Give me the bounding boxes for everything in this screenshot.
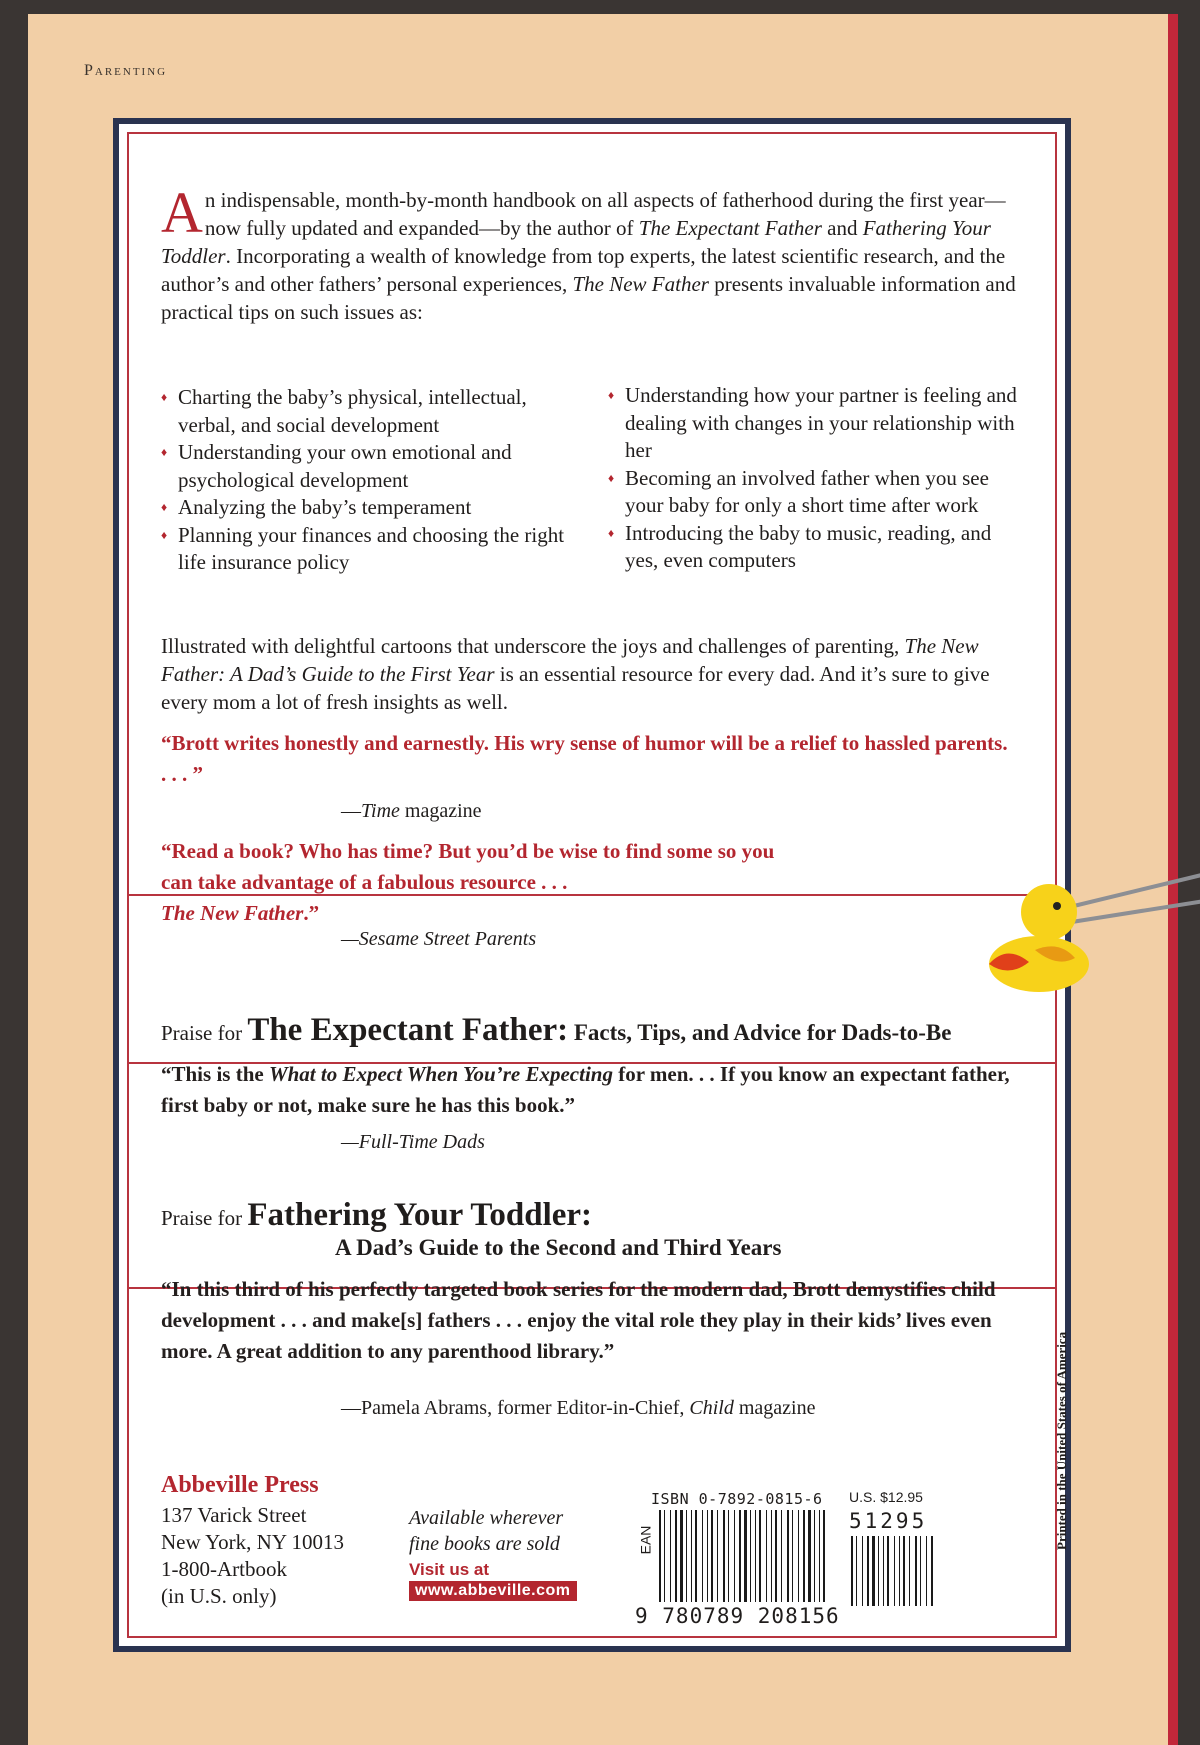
barcode-bar [787, 1510, 789, 1602]
barcode-bar [781, 1510, 782, 1602]
availability-note [409, 1505, 563, 1557]
barcode-bar [702, 1510, 703, 1602]
source-rest: magazine [399, 800, 482, 822]
praise-subtitle: A Dad’s Guide to the Second and Third Years [335, 1235, 782, 1260]
praise-lead: Praise for [161, 1206, 248, 1230]
barcode-bar [851, 1536, 853, 1606]
list-item: ♦ Charting the baby’s physical, intellectual, verbal, and social development [161, 384, 581, 439]
barcode-bar [680, 1510, 683, 1602]
publisher-address [161, 1502, 344, 1610]
source-title: Child [689, 1397, 734, 1419]
phone-note: (in U.S. only) [161, 1584, 277, 1608]
address-line: New York, NY 10013 [161, 1530, 344, 1554]
barcode-bar [899, 1536, 900, 1606]
barcode-bar [856, 1536, 857, 1606]
barcode-bar [887, 1536, 889, 1606]
review-source: —Time magazine [341, 800, 482, 822]
barcode-bar [867, 1536, 869, 1606]
publisher-name: Abbeville Press [161, 1472, 319, 1498]
intro-text: n indispensable, month-by-month handbook on all aspects of fatherhood during the first year—now fully updated and expanded—by the author of [204, 188, 1006, 240]
quote-text: for men. . . If you know an expectant father, first baby or not, make sure he has this book.” [161, 1062, 1010, 1117]
source-text: —Pamela Abrams, former Editor-in-Chief, [341, 1397, 690, 1419]
bullet-list-right [608, 382, 1028, 575]
barcode-bar [878, 1536, 879, 1606]
duck-safety-pin-illustration [979, 854, 1200, 1024]
closing-text: is an essential resource for every dad. And it’s sure to give every mom a lot of fresh insights as well. [161, 662, 990, 714]
barcode-bar [659, 1510, 661, 1602]
barcode-bar [664, 1510, 665, 1602]
intro-paragraph [161, 180, 1041, 326]
barcode-bar [862, 1536, 863, 1606]
book-title: The Expectant Father [638, 216, 822, 240]
barcode-bar [792, 1510, 793, 1602]
barcode-bar [920, 1536, 921, 1606]
book-title: The New Father [161, 901, 304, 925]
barcode-bar [803, 1510, 805, 1602]
barcode-bar [695, 1510, 697, 1602]
praise-heading-toddler [161, 1197, 592, 1234]
quote-end: .” [303, 901, 320, 925]
barcode-bar [755, 1510, 756, 1602]
barcode-bar [872, 1536, 875, 1606]
barcode-bar [771, 1510, 772, 1602]
panel-inner [119, 124, 1065, 1646]
barcode-bar [759, 1510, 761, 1602]
barcode-bar [926, 1536, 927, 1606]
availability-line: fine books are sold [409, 1533, 560, 1555]
category-label: Parenting [84, 62, 168, 79]
praise-source [341, 1397, 815, 1420]
barcode-bar [717, 1510, 718, 1602]
barcode-bar [686, 1510, 687, 1602]
ean-label: EAN [637, 1525, 654, 1555]
barcode-bar [723, 1510, 725, 1602]
barcode-bar [823, 1510, 825, 1602]
list-item: ♦ Analyzing the baby’s temperament [161, 494, 581, 522]
phone-number: 1-800-Artbook [161, 1557, 287, 1581]
duck-head [1021, 884, 1077, 940]
barcode-bar [750, 1510, 751, 1602]
barcode-bar [798, 1510, 799, 1602]
list-item: ♦ Becoming an involved father when you see your baby for only a short time after work [608, 465, 1028, 520]
barcode-bar [808, 1510, 811, 1602]
closing-text: Illustrated with delightful cartoons that underscore the joys and challenges of parenting, [161, 634, 905, 658]
praise-subtitle: Facts, Tips, and Advice for Dads-to-Be [568, 1020, 952, 1045]
drop-cap: A [161, 180, 203, 245]
list-item: ♦ Understanding your own emotional and psychological development [161, 439, 581, 494]
praise-title: The Expectant Father: [247, 1012, 569, 1048]
praise-subtitle-toddler [335, 1235, 781, 1261]
review-quote-sesame [161, 836, 801, 929]
intro-text: . Incorporating a wealth of knowledge from top experts, the latest scientific research, and the author’s and other fathers’ personal experiences, [161, 244, 1006, 296]
barcode-bar [814, 1510, 815, 1602]
price-code: 51295 [849, 1509, 928, 1533]
bullet-list-left [161, 384, 581, 577]
review-quote-time: “Brott writes honestly and earnestly. His wry sense of humor will be a relief to hassled parents. . . . ” [161, 731, 1008, 786]
address-line: 137 Varick Street [161, 1503, 307, 1527]
isbn-number: ISBN 0-7892-0815-6 [651, 1490, 823, 1508]
book-title: The New Father: A Dad’s Guide to the First Year [161, 634, 979, 686]
visit-label: Visit us at [409, 1560, 489, 1579]
barcode-bar [915, 1536, 917, 1606]
ean-barcode [659, 1510, 829, 1602]
intro-text: and [821, 216, 863, 240]
closing-paragraph [161, 632, 1041, 716]
printed-in-usa: Printed in the United States of America [1054, 1331, 1069, 1550]
barcode-bar [728, 1510, 729, 1602]
price-barcode [851, 1536, 935, 1606]
barcode-bar [819, 1510, 820, 1602]
barcode-bar [775, 1510, 777, 1602]
barcode-bar [931, 1536, 933, 1606]
price-label: U.S. $12.95 [849, 1489, 923, 1505]
barcode-bar [739, 1510, 741, 1602]
barcode-bar [744, 1510, 747, 1602]
intro-text: presents invaluable information and practical tips on such issues as: [161, 272, 1016, 324]
praise-quote-toddler: “In this third of his perfectly targeted book series for the modern dad, Brott demystifies child development . . . and make[s] fathers . . . enjoy the vital role they play in their kids’ lives even more. A great addition to any parenthood library.” [161, 1277, 996, 1363]
ean-digits: 9 780789 208156 [635, 1604, 840, 1628]
barcode-bar [883, 1536, 884, 1606]
barcode-bar [903, 1536, 905, 1606]
list-item: ♦ Understanding how your partner is feeling and dealing with changes in your relationship with her [608, 382, 1028, 465]
review-source: —Sesame Street Parents [341, 928, 537, 950]
barcode-bar [766, 1510, 767, 1602]
barcode-bar [707, 1510, 708, 1602]
source-text: magazine [733, 1397, 816, 1419]
book-title: The New Father [572, 272, 709, 296]
praise-source: —Full-Time Dads [341, 1131, 485, 1153]
barcode-bar [691, 1510, 692, 1602]
content-panel [113, 118, 1071, 1652]
barcode-bar [734, 1510, 735, 1602]
book-title: Fathering Your Toddler [161, 216, 991, 268]
barcode-bar [675, 1510, 677, 1602]
barcode-bar [894, 1536, 895, 1606]
list-item: ♦ Introducing the baby to music, reading, and yes, even computers [608, 520, 1028, 575]
source-title: Time [361, 800, 400, 822]
barcode-bar [711, 1510, 713, 1602]
barcode-bar [909, 1536, 910, 1606]
quote-title: What to Expect When You’re Expecting [268, 1062, 613, 1086]
duck-eye [1053, 902, 1061, 910]
list-item: ♦ Planning your finances and choosing the right life insurance policy [161, 522, 581, 577]
barcode-bar [670, 1510, 671, 1602]
praise-lead: Praise for [161, 1021, 248, 1045]
praise-quote-expectant [161, 1059, 1041, 1121]
availability-line: Available wherever [409, 1507, 564, 1529]
website-link[interactable]: www.abbeville.com [409, 1581, 577, 1601]
quote-text: “Read a book? Who has time? But you’d be wise to find some so you can take advantage of a fabulous resource . . . [161, 839, 775, 894]
praise-title: Fathering Your Toddler: [247, 1197, 593, 1233]
quote-text: “This is the [161, 1062, 269, 1086]
praise-heading-expectant [161, 1012, 1041, 1049]
